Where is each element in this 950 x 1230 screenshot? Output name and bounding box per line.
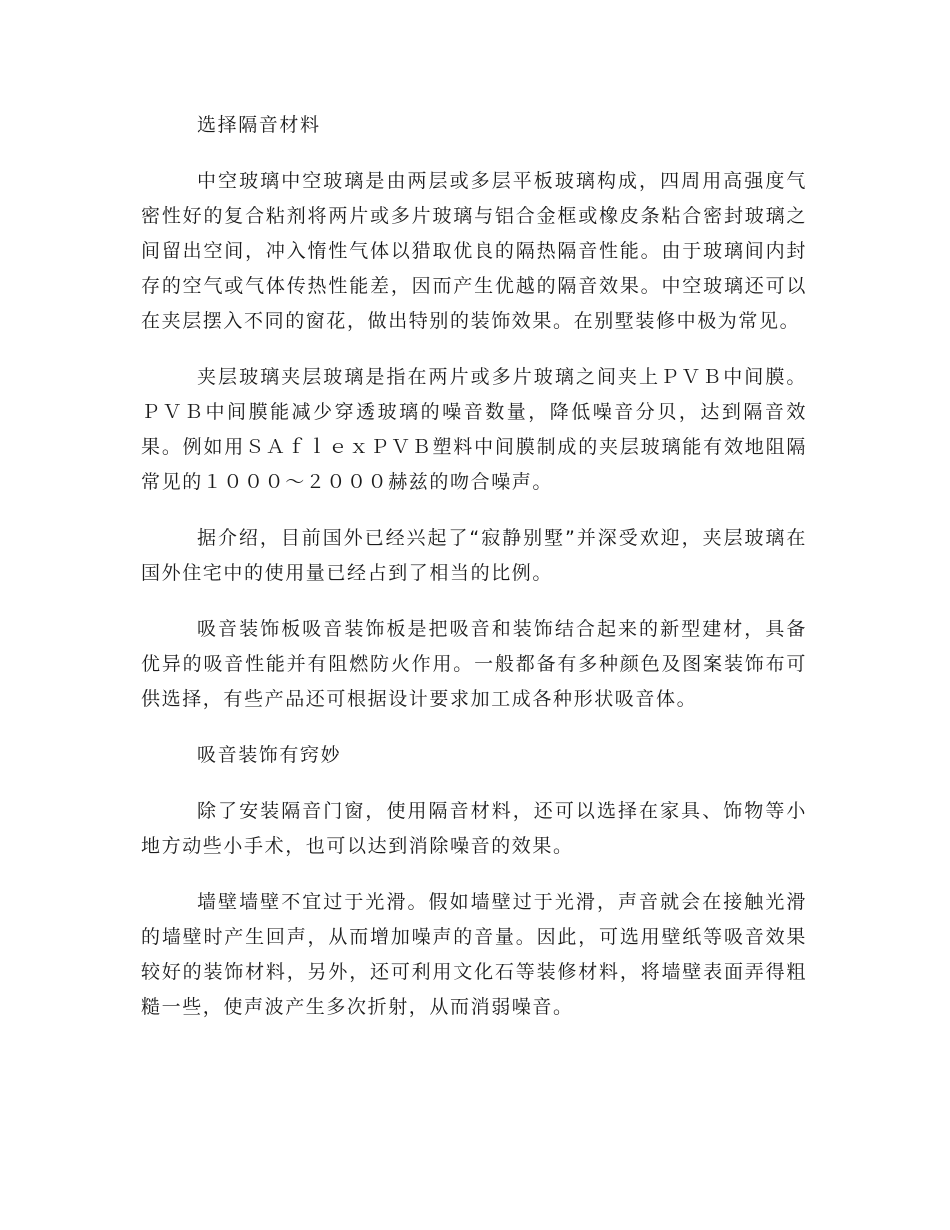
paragraph-laminated-glass: 夹层玻璃夹层玻璃是指在两片或多片玻璃之间夹上ＰＶＢ中间膜。ＰＶＢ中间膜能减少穿透玻璃的噪音数量，降低噪音分贝，达到隔音效果。例如用ＳＡｆｌｅｘＰＶＢ塑料中间膜制成的夹层玻璃能有效地阻隔常见的１０００～２０００赫兹的吻合噪声。: [141, 366, 807, 493]
paragraph-walls: 墙壁墙壁不宜过于光滑。假如墙壁过于光滑，声音就会在接触光滑的墙壁时产生回声，从而增加噪声的音量。因此，可选用壁纸等吸音效果较好的装饰材料，另外，还可利用文化石等装修材料，将墙壁表面弄得粗糙一些，使声波产生多次折射，从而消弱噪音。: [141, 891, 807, 1018]
paragraph-quiet-villa: 据介绍，目前国外已经兴起了“寂静别墅”并深受欢迎，夹层玻璃在国外住宅中的使用量已经占到了相当的比例。: [141, 527, 807, 584]
document-body: [141, 108, 807, 1046]
paragraph-small-tricks: 除了安装隔音门窗，使用隔音材料，还可以选择在家具、饰物等小地方动些小手术，也可以达到消除噪音的效果。: [141, 800, 807, 857]
paragraph-acoustic-panel: 吸音装饰板吸音装饰板是把吸音和装饰结合起来的新型建材，具备优异的吸音性能并有阻燃防火作用。一般都备有多种颜色及图案装饰布可供选择，有些产品还可根据设计要求加工成各种形状吸音体。: [141, 618, 807, 710]
paragraph-hollow-glass: 中空玻璃中空玻璃是由两层或多层平板玻璃构成，四周用高强度气密性好的复合粘剂将两片或多片玻璃与铝合金框或橡皮条粘合密封玻璃之间留出空间，冲入惰性气体以猎取优良的隔热隔音性能。由于玻璃间内封存的空气或气体传热性能差，因而产生优越的隔音效果。中空玻璃还可以在夹层摆入不同的窗花，做出特别的装饰效果。在别墅装修中极为常见。: [141, 170, 807, 332]
section-heading-sound-insulation-materials: 选择隔音材料: [197, 114, 321, 136]
section-heading-acoustic-decoration: 吸音装饰有窍妙: [197, 744, 342, 766]
